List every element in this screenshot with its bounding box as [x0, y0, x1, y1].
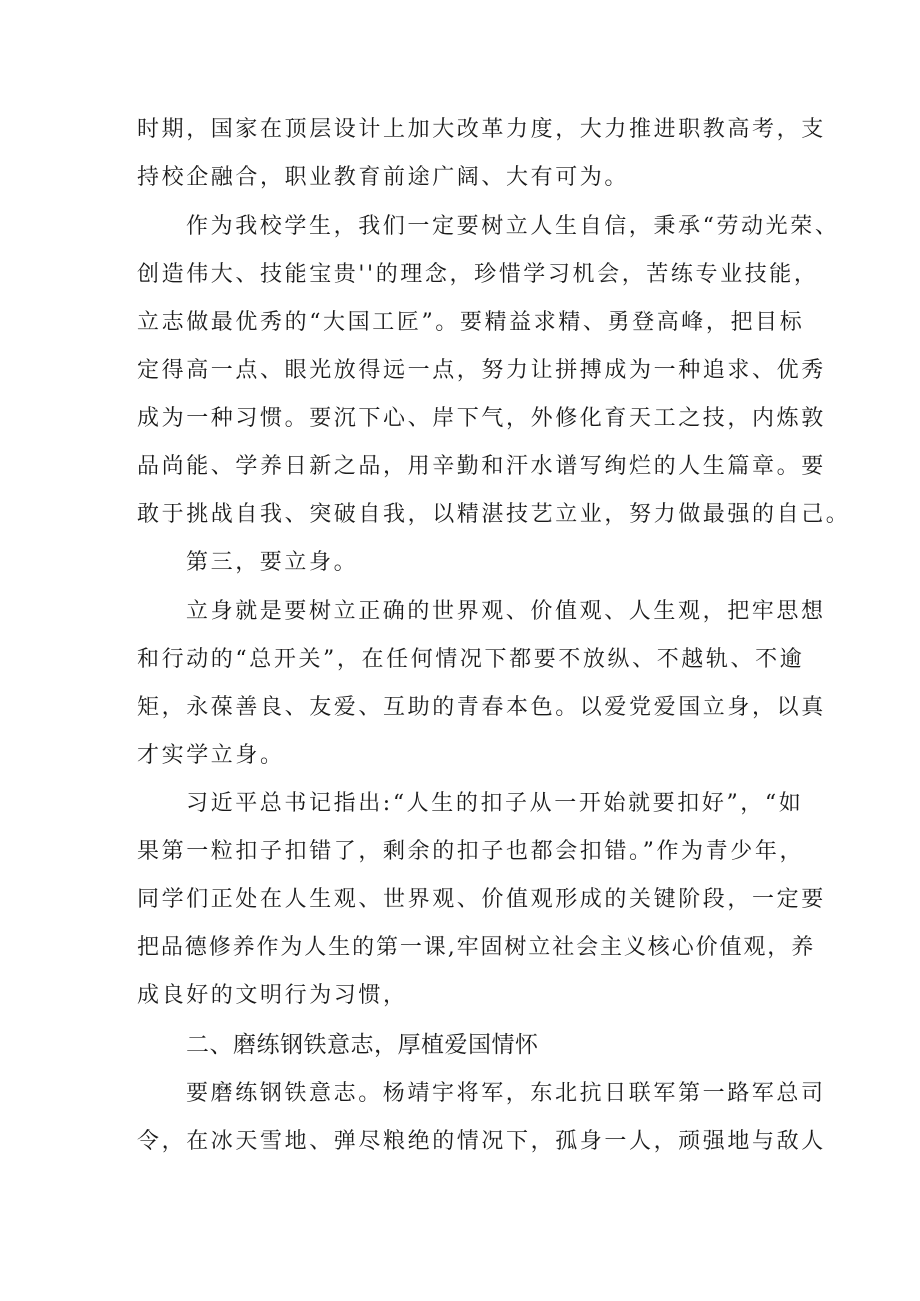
paragraph-2-line-1: 作为我校学生，我们一定要树立人生自信，秉承“劳动光荣、	[186, 214, 840, 239]
paragraph-5-line-4: 把品德修养作为人生的第一课,牢固树立社会主义核心价值观，养	[137, 935, 816, 960]
paragraph-5-line-1: 习近平总书记指出:“人生的扣子从一开始就要扣好”，“如	[186, 791, 804, 816]
paragraph-2-line-4: 定得高一点、眼光放得远一点，努力让拼搏成为一种追求、优秀	[137, 358, 826, 383]
paragraph-1-line-1: 时期，国家在顶层设计上加大改革力度，大力推进职教高考，支	[137, 117, 826, 142]
paragraph-6-line-1: 要磨练钢铁意志。杨靖宇将军，东北抗日联军第一路军总司	[186, 1081, 826, 1106]
paragraph-3-line-1: 第三，要立身。	[186, 550, 359, 575]
paragraph-2-line-7: 敢于挑战自我、突破自我，以精湛技艺立业，努力做最强的自己。	[137, 502, 851, 527]
paragraph-5-line-3: 同学们正处在人生观、世界观、价值观形成的关键阶段，一定要	[137, 887, 826, 912]
paragraph-2-line-3: 立志做最优秀的“大国工匠”。要精益求精、勇登高峰，把目标	[137, 310, 805, 335]
paragraph-4-line-1: 立身就是要树立正确的世界观、价值观、人生观，把牢思想	[186, 599, 826, 624]
section-heading: 二、磨练钢铁意志，厚植爱国情怀	[186, 1032, 539, 1058]
paragraph-2-line-6: 品尚能、学养日新之品，用辛勤和汗水谱写绚烂的人生篇章。要	[137, 454, 826, 479]
paragraph-6-line-2: 令，在冰天雪地、弹尽粮绝的情况下，孤身一人，顽强地与敌人	[137, 1129, 826, 1154]
paragraph-4-line-4: 才实学立身。	[137, 743, 285, 768]
paragraph-2-line-5: 成为一种习惯。要沉下心、岸下气，外修化育天工之技，内炼敦	[137, 406, 826, 431]
paragraph-5-line-5: 成良好的文明行为习惯，	[137, 983, 408, 1008]
paragraph-5-line-2: 果第一粒扣子扣错了，剩余的扣子也都会扣错。”作为青少年，	[137, 839, 805, 864]
paragraph-1-line-2: 持校企融合，职业教育前途广阔、大有可为。	[137, 165, 630, 190]
paragraph-4-line-3: 矩，永葆善良、友爱、互助的青春本色。以爱党爱国立身，以真	[137, 695, 826, 720]
paragraph-2-line-2: 创造伟大、技能宝贵''的理念，珍惜学习机会，苦练专业技能，	[137, 262, 819, 287]
paragraph-4-line-2: 和行动的“总开关”，在任何情况下都要不放纵、不越轨、不逾	[137, 647, 805, 672]
